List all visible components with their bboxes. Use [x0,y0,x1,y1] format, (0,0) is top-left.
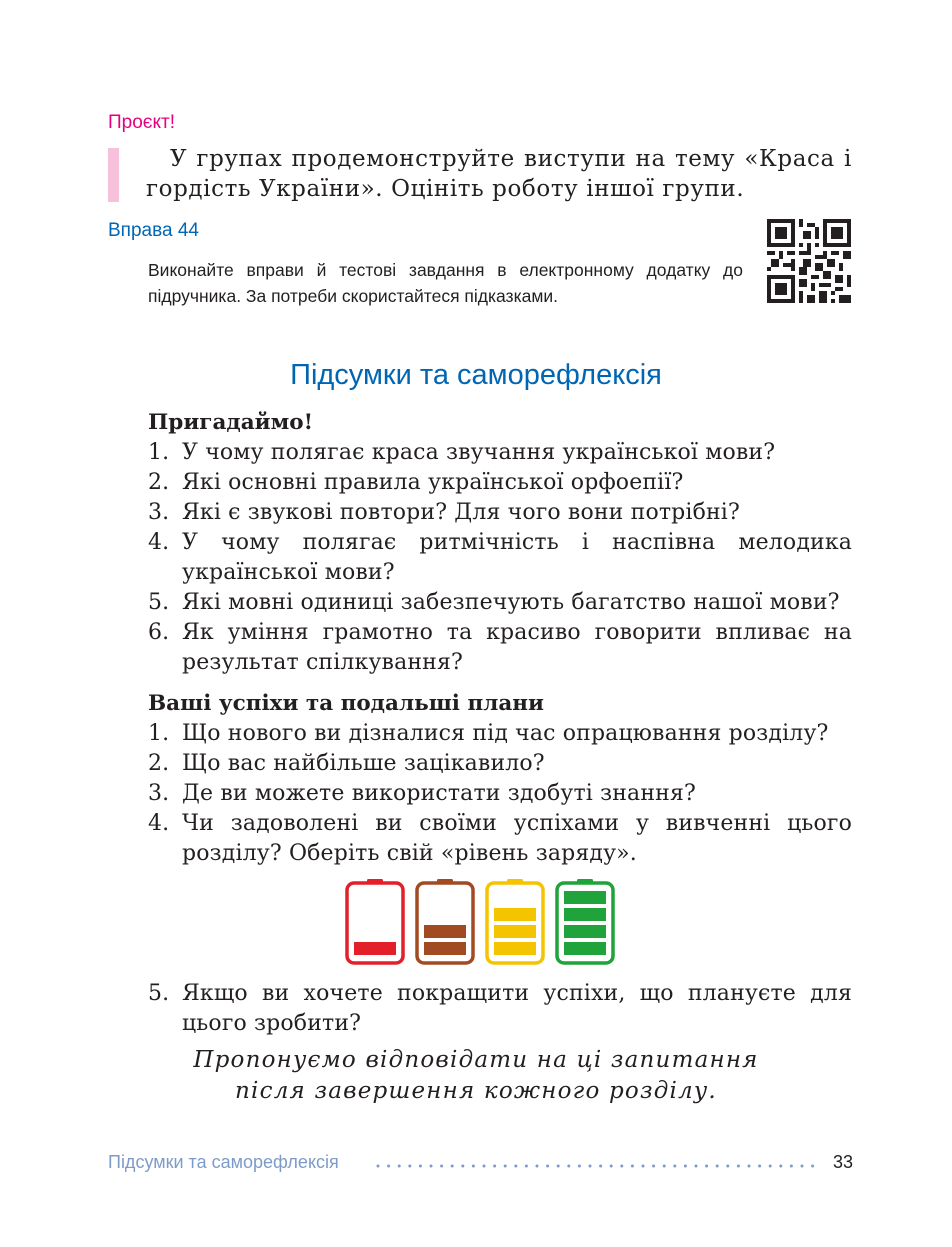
list-item [148,438,852,468]
item-text: Де ви можете використати здобуті знання? [182,781,696,806]
item-number: 3. [148,500,170,525]
closing-line-2: після завершення кожного розділу. [235,1078,717,1104]
plans-list-continued [148,979,852,1039]
item-text: У чому полягає краса звучання української мови? [182,440,776,465]
closing-line-1: Пропонуємо відповідати на ці запитання [193,1047,759,1073]
item-text: Як уміння грамотно та красиво говорити впливає на результат спілкування? [182,620,852,675]
list-item [148,618,852,678]
remember-section [148,408,852,678]
battery-level-choices [345,878,615,966]
item-text: У чому полягає ритмічність і наспівна мелодика української мови? [182,530,852,585]
item-text: Що вас найбільше зацікавило? [182,751,545,776]
closing-note [0,1045,952,1107]
remember-list [148,438,852,678]
plans-list [148,719,852,869]
summary-title: Підсумки та саморефлексія [290,359,662,391]
item-number: 2. [148,751,170,776]
item-text: Які є звукові повтори? Для чого вони потрібні? [182,500,740,525]
list-item [148,588,852,618]
battery-icon-low[interactable] [347,879,403,963]
plans-section [148,689,852,869]
footer-section-title: Підсумки та саморефлексія [108,1152,339,1172]
page-footer [108,1150,853,1178]
item-number: 4. [148,530,170,555]
list-item [148,468,852,498]
item-number: 6. [148,620,170,645]
project-label: Проєкт! [108,112,175,133]
item-number: 1. [148,440,170,465]
list-item [148,498,852,528]
item-number: 5. [148,590,170,615]
item-text: Якщо ви хочете покращити успіхи, що плануєте для цього зробити? [182,981,852,1036]
list-item [148,749,852,779]
page-number: 33 [832,1152,853,1172]
exercise-text: Виконайте вправи й тестові завдання в електронному додатку до підручника. За потреби скористайтеся підказками. [148,260,743,306]
battery-icon-half[interactable] [417,879,473,963]
list-item [148,979,852,1039]
item-text: Що нового ви дізналися під час опрацювання розділу? [182,721,829,746]
item-number: 1. [148,721,170,746]
project-text [146,144,852,204]
battery-icon-high[interactable] [487,879,543,963]
item-number: 3. [148,781,170,806]
list-item [148,528,852,588]
item-text: Які мовні одиниці забезпечують багатство нашої мови? [182,590,840,615]
project-text-content: У групах продемонструйте виступи на тему «Краса і гордість України». Оцініть роботу іншої групи. [146,146,852,202]
item-number: 4. [148,811,170,836]
item-number: 5. [148,981,170,1006]
exercise-label: Вправа 44 [108,220,199,241]
footer-dot-leader [376,1154,816,1174]
item-text: Які основні правила української орфоепії? [182,470,684,495]
list-item [148,779,852,809]
project-accent-bar [108,148,119,202]
qr-code-icon[interactable] [767,219,851,303]
plans-heading: Ваші успіхи та подальші плани [148,691,544,716]
item-number: 2. [148,470,170,495]
battery-icon-full[interactable] [557,879,613,963]
remember-heading: Пригадаймо! [148,410,314,435]
list-item [148,719,852,749]
item-text: Чи задоволені ви своїми успіхами у вивченні цього розділу? Оберіть свій «рівень заряду». [182,811,852,866]
list-item [148,809,852,869]
